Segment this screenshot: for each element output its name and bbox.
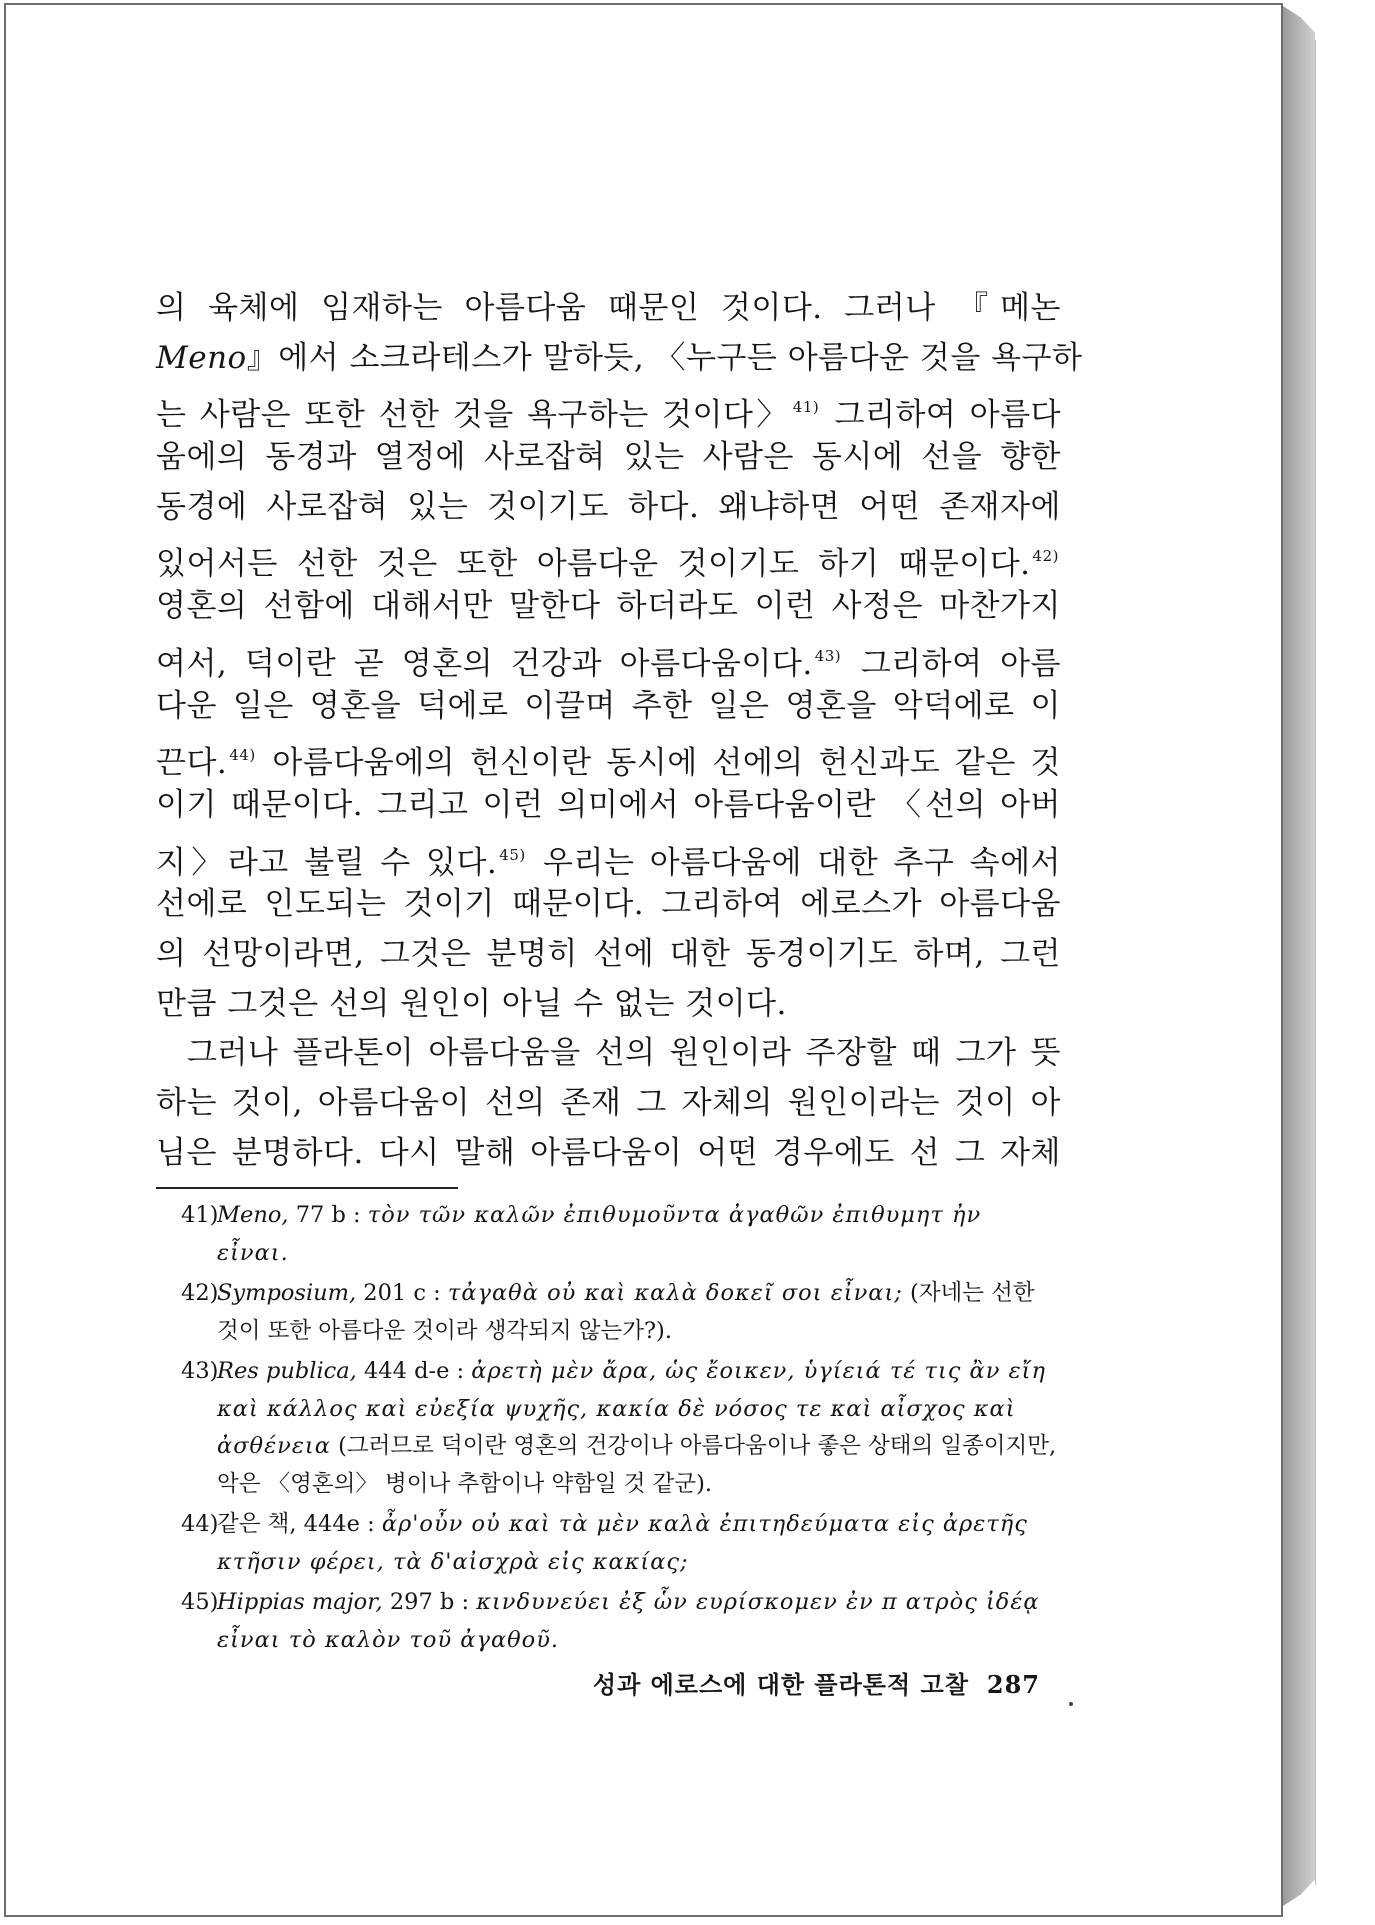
body-line	[156, 1029, 1061, 1079]
greek-quotation: τἀγαθὰ οὐ καὶ καλὰ δοκεῖ σοι εἶναι;	[447, 1280, 903, 1306]
footnote-reference: 같은 책, 444e :	[217, 1511, 375, 1537]
footnote-reference: 77 b :	[295, 1202, 361, 1228]
footnote-reference: 444 d-e :	[363, 1358, 465, 1384]
running-footer	[560, 1665, 1040, 1700]
line-text: 영혼의 선함에 대해서만 말한다 하더라도 이런 사정은 마찬가지	[156, 588, 1061, 625]
line-text: 만큼 그것은 선의 원인이 아닐 수 없는 것이다.	[156, 985, 787, 1022]
body-line	[156, 433, 1061, 483]
body-line	[156, 632, 1061, 682]
italic-term: Meno	[156, 339, 247, 376]
footnote-reference: 297 b :	[389, 1589, 470, 1615]
footnote-translation: (그러므로 덕이란 영혼의 건강이나 아름다움이나 좋은 상태의 일종이지만, 악은 〈영혼의〉 병이나 추함이나 약함일 것 같군).	[217, 1433, 1057, 1497]
greek-quotation: κινδυνεύει ἐξ ὧν ευρίσκομεν ἐν π ατρὸς ἰδέᾳ εἶναι τὸ καλὸν τοῦ ἀγαθοῦ.	[217, 1589, 1040, 1653]
line-text: 이기 때문이다. 그리고 이런 의미에서 아름다움이란 〈선의 아버	[156, 786, 1061, 823]
body-line	[156, 483, 1061, 533]
line-text-after-ref: 그리하여 아름	[843, 645, 1061, 682]
footnote-ref: 44)	[229, 746, 256, 765]
footnote-source: Res publica,	[217, 1358, 357, 1384]
body-line	[156, 532, 1061, 582]
body-line	[156, 831, 1061, 881]
body-line	[156, 930, 1061, 980]
greek-quotation: τὸν τῶν καλῶν ἐπιθυμοῦντα ἀγαθῶν ἐπιθυμητ ἠν εἶναι.	[217, 1202, 982, 1266]
footnote	[181, 1275, 1061, 1350]
footnote-ref: 41)	[792, 398, 820, 417]
footnote-number: 45)	[181, 1589, 219, 1615]
body-line	[156, 781, 1061, 831]
body-line	[156, 582, 1061, 632]
footnote-translation: (자네는 선한 것이 또한 아름다운 것이라 생각되지 않는가?).	[217, 1280, 1035, 1344]
footnote-number: 44)	[181, 1511, 219, 1537]
body-line	[156, 980, 1061, 1030]
page-edge-line	[1315, 40, 1316, 1885]
footnote-number: 42)	[181, 1280, 219, 1306]
line-text: 동경에 사로잡혀 있는 것이기도 하다. 왜냐하면 어떤 존재자에	[156, 488, 1061, 525]
line-text: 하는 것이, 아름다움이 선의 존재 그 자체의 원인이라는 것이 아	[156, 1085, 1061, 1121]
greek-quotation: ἆρ'οὖν οὐ καὶ τὰ μὲν καλὰ ἐπιτηδεύματα εἰς ἀρετῆς κτῆσιν φέρει, τὰ δ'αἰσχρὰ εἰς κακίας;	[217, 1511, 1028, 1575]
body-line	[156, 880, 1061, 930]
print-speck	[1069, 1702, 1073, 1706]
greek-quotation: ἀρετὴ μὲν ἄρα, ὡς ἔοικεν, ὑγίειά τέ τις ἂν εἴη καὶ κάλλος καὶ εὐεξία ψυχῆς, κακία δὲ νόσος τε καὶ αἶσχος καὶ ἀσθένεια	[217, 1358, 1046, 1459]
line-text: 님은 분명하다. 다시 말해 아름다움이 어떤 경우에도 선 그 자체	[156, 1134, 1061, 1171]
body-line	[156, 383, 1061, 433]
footnote-number: 43)	[181, 1358, 219, 1384]
line-text-after-ref: 그리하여 아름다	[821, 397, 1061, 434]
line-text: 선에로 인도되는 것이기 때문이다. 그리하여 에로스가 아름다움	[156, 886, 1061, 923]
footnote	[181, 1584, 1061, 1659]
footnote	[181, 1197, 1061, 1272]
footnote-source: Meno,	[217, 1202, 289, 1228]
line-text: 그러나 플라톤이 아름다움을 선의 원인이라 주장할 때 그가 뜻	[187, 1035, 1061, 1072]
body-line	[156, 682, 1061, 732]
running-title: 성과 에로스에 대한 플라톤적 고찰	[592, 1670, 969, 1699]
body-text	[156, 284, 1083, 1178]
line-text: 의 선망이라면, 그것은 분명히 선에 대한 동경이기도 하며, 그런	[156, 935, 1061, 972]
footnote-ref: 42)	[1032, 547, 1059, 566]
footnote-source: Symposium,	[217, 1280, 357, 1306]
footnotes	[181, 1197, 1061, 1662]
footnote-source: Hippias major,	[217, 1589, 383, 1615]
line-text: 』에서 소크라테스가 말하듯, 〈누구든 아름다운 것을 욕구하	[246, 339, 1083, 376]
footnote	[181, 1353, 1061, 1503]
line-text: 다운 일은 영혼을 덕에로 이끌며 추한 일은 영혼을 악덕에로 이	[156, 687, 1061, 724]
line-text: 움에의 동경과 열정에 사로잡혀 있는 사람은 동시에 선을 향한	[156, 439, 1061, 476]
line-text: 끈다.	[156, 745, 228, 782]
body-line	[156, 334, 1083, 384]
line-text: 있어서든 선한 것은 또한 아름다운 것이기도 하기 때문이다.	[156, 546, 1031, 583]
line-text-after-ref: 우리는 아름다움에 대한 추구 속에서	[527, 844, 1061, 881]
body-line	[156, 1079, 1061, 1129]
footnote	[181, 1506, 1061, 1581]
footnote-number: 41)	[181, 1202, 219, 1228]
line-text: 여서, 덕이란 곧 영혼의 건강과 아름다움이다.	[156, 645, 813, 682]
footnote-ref: 45)	[499, 845, 526, 864]
body-line	[156, 284, 1061, 334]
page-stack-edge	[1283, 6, 1315, 1906]
body-line	[156, 1129, 1061, 1179]
line-text-after-ref: 아름다움에의 헌신이란 동시에 선에의 헌신과도 같은 것	[257, 745, 1061, 782]
footnote-rule	[156, 1187, 458, 1189]
page-number: 287	[986, 1670, 1040, 1699]
footnote-ref: 43)	[814, 646, 842, 665]
line-text: 지〉라고 불릴 수 있다.	[156, 844, 498, 881]
body-line	[156, 731, 1061, 781]
footnote-reference: 201 c :	[363, 1280, 441, 1306]
line-text: 의 육체에 임재하는 아름다움 때문인 것이다. 그러나 『메논	[156, 290, 1061, 326]
line-text: 는 사람은 또한 선한 것을 욕구하는 것이다〉	[156, 397, 791, 434]
